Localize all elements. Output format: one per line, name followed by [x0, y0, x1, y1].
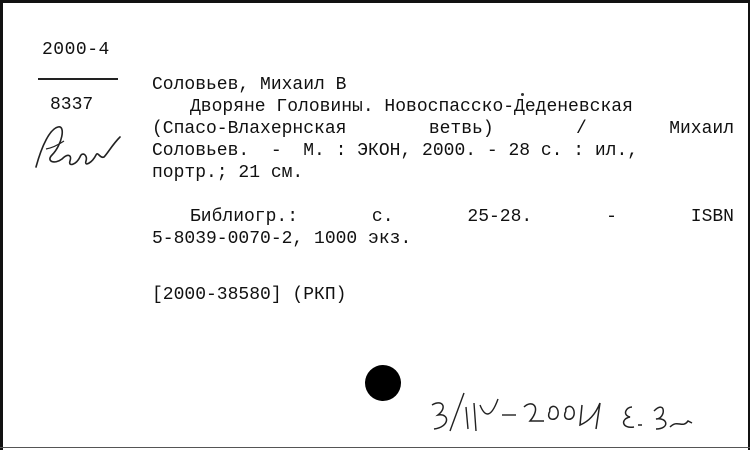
title-line-3: Соловьев. - М. : ЭКОН, 2000. - 28 с. : ил.,	[152, 141, 639, 161]
biblio-pages: 25-28.	[467, 207, 533, 227]
title-line-2-part-2: ветвь)	[428, 119, 494, 139]
title-line-2	[152, 118, 734, 140]
biblio-isbn-label: ISBN	[690, 207, 734, 227]
biblio-label: Библиогр.:	[190, 207, 299, 227]
biblio-c: с.	[371, 207, 394, 227]
handwritten-date-signature	[420, 385, 740, 445]
title-line-1: Дворяне Головины. Новоспасско-Деденевская	[190, 97, 633, 117]
call-number-divider	[38, 78, 118, 80]
call-number: 2000-4	[42, 40, 110, 60]
ink-speck	[521, 93, 524, 96]
cutter-number: 8337	[50, 95, 94, 115]
isbn-line: 5-8039-0070-2, 1000 экз.	[152, 229, 412, 249]
biblio-dash: -	[606, 207, 617, 227]
card-left-edge	[0, 0, 3, 450]
title-line-4: портр.; 21 см.	[152, 163, 304, 183]
handwritten-mark	[28, 115, 128, 175]
bibliography-line	[190, 206, 734, 228]
registration-number: [2000-38580] (РКП)	[152, 285, 347, 305]
title-line-2-part-3: /	[576, 119, 587, 139]
card-bottom-edge	[0, 447, 750, 448]
title-line-2-part-1: (Спасо-Влахернская	[152, 119, 347, 139]
author-heading: Соловьев, Михаил В	[152, 75, 347, 95]
title-line-2-part-4: Михаил	[669, 119, 734, 139]
card-top-edge	[0, 0, 750, 3]
punch-hole-dot	[365, 365, 401, 401]
